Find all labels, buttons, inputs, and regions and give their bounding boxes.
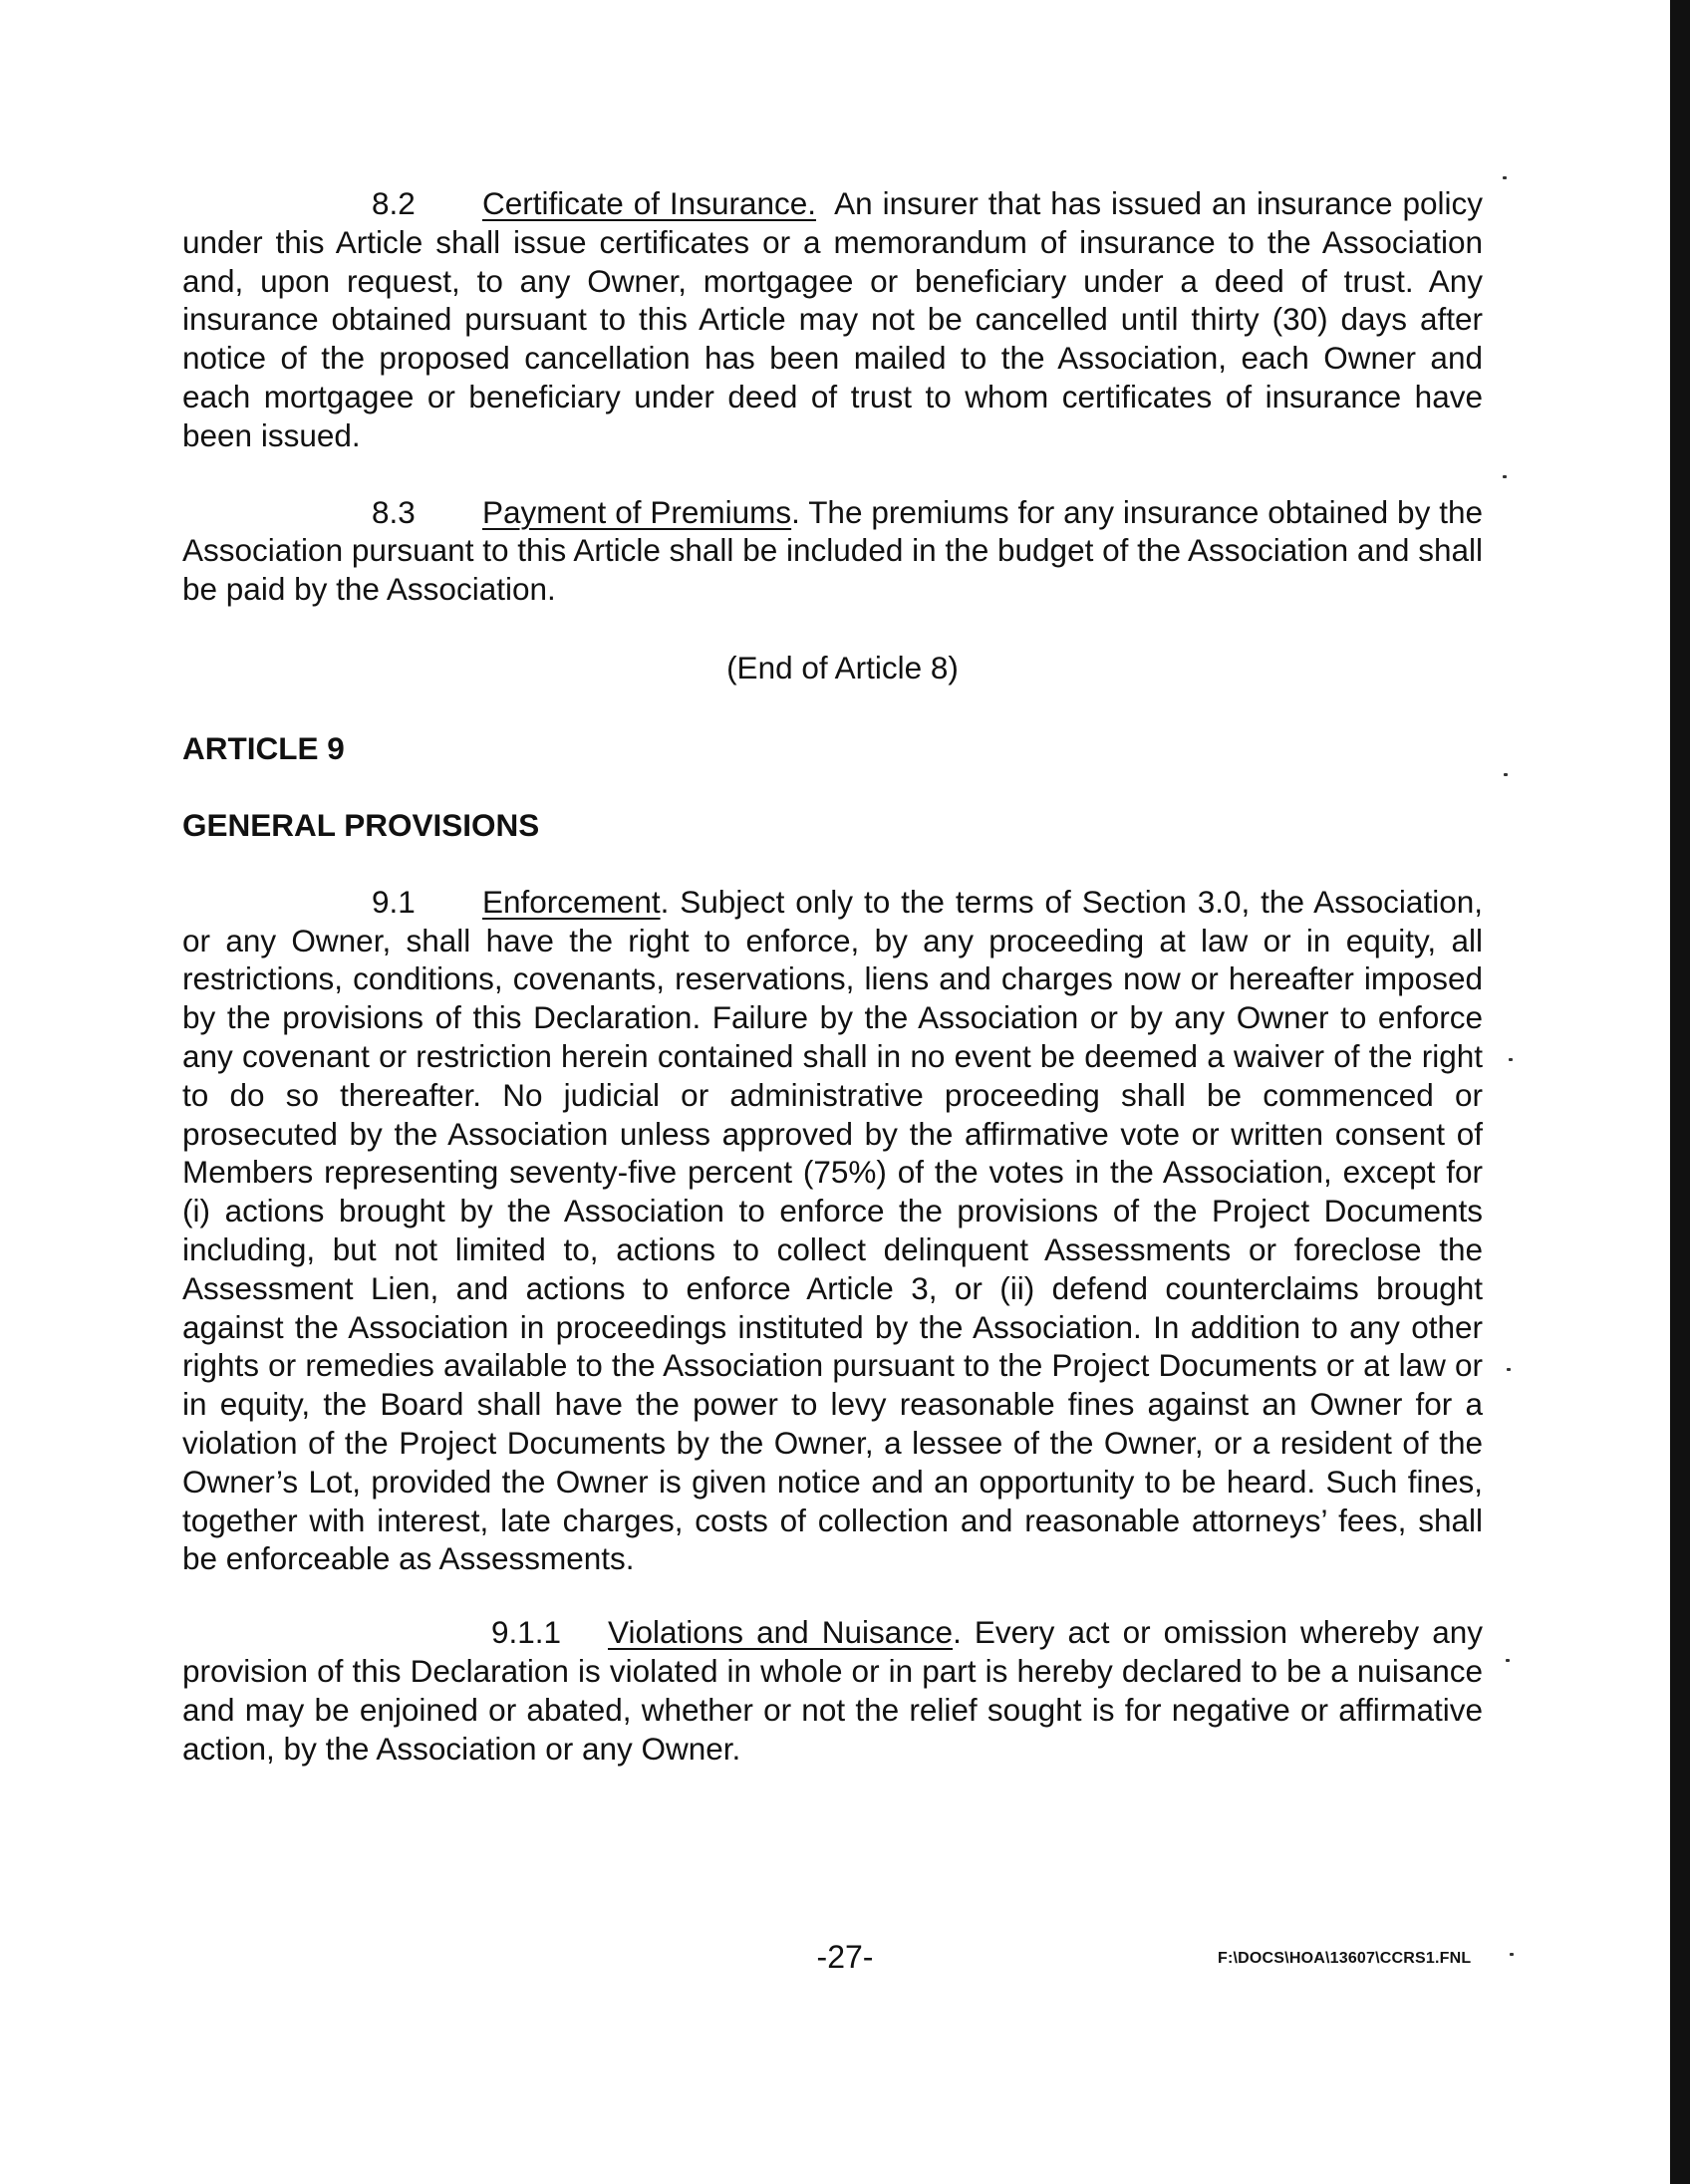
scan-speck [1509, 1058, 1513, 1061]
page-number: -27- [816, 1939, 874, 1975]
section-title: Violations and Nuisance [608, 1614, 954, 1651]
document-page [182, 184, 1483, 1768]
scan-speck [1503, 176, 1507, 179]
section-body: . The premiums for any insurance obtained by the Association pursuant to this Article shall be included in the budget of the Association and shall be paid by the Association. [182, 493, 1483, 608]
section-body: . Every act or omission whereby any provision of this Declaration is violated in whole or in part is hereby declared to be a nuisance and may be enjoined or abated, whether or not the relief sought is for negative or affirmative action, by the Association or any Owner. [182, 1614, 1483, 1767]
scan-speck [1507, 1368, 1511, 1371]
section-number: 9.1 [372, 883, 416, 920]
section-9-1 [182, 883, 1483, 1578]
section-number: 9.1.1 [491, 1614, 562, 1651]
end-of-article-8: (End of Article 8) [726, 649, 959, 685]
section-8-2 [182, 184, 1483, 455]
scan-speck [1510, 1953, 1514, 1956]
scan-edge [1670, 0, 1690, 2184]
scan-speck [1506, 1659, 1510, 1662]
scan-speck [1504, 773, 1508, 776]
article-9-heading: ARTICLE 9 [182, 729, 345, 766]
section-number: 8.2 [372, 185, 416, 221]
section-9-1-1 [182, 1613, 1483, 1768]
file-path: F:\DOCS\HOA\13607\CCRS1.FNL [1218, 1950, 1472, 1967]
article-9-title: GENERAL PROVISIONS [182, 806, 540, 843]
section-title: Enforcement [482, 883, 661, 920]
scan-speck [1503, 475, 1507, 478]
section-title: Certificate of Insurance. [482, 185, 817, 221]
section-8-3 [182, 493, 1483, 609]
section-title: Payment of Premiums [482, 493, 792, 530]
section-body: . Subject only to the terms of Section 3.0, the Association, or any Owner, shall have the right to enforce, by any proceeding at law or in equity, all restrictions, conditions, covenants, reservations, liens and charges now or hereafter imposed by the provisions of this Declaration. Failure by the Association or by any Owner to enforce any covenant or restriction herein contained shall in no event be deemed a waiver of the right to do so thereafter. No judicial or administrative proceeding shall be commenced or prosecuted by the Association unless approved by the affirmative vote or written consent of Members representing seventy-five percent (75%) of the votes in the Association, except for (i) actions brought by the Association to enforce the provisions of the Project Documents including, but not limited to, actions to collect delinquent Assessments or foreclose the Assessment Lien, and actions to enforce Article 3, or (ii) defend counterclaims brought against the Association in proceedings instituted by the Association. In addition to any other rights or remedies available to the Association pursuant to the Project Documents or at law or in equity, the Board shall have the power to levy reasonable fines against an Owner for a violation of the Project Documents by the Owner, a lessee of the Owner, or a resident of the Owner’s Lot, provided the Owner is given notice and an opportunity to be heard. Such fines, together with interest, late charges, costs of collection and reasonable attorneys’ fees, shall be enforceable as Assessments. [182, 883, 1483, 1577]
section-body: An insurer that has issued an insurance policy under this Article shall issue certificates or a memorandum of insurance to the Association and, upon request, to any Owner, mortgagee or beneficiary under a deed of trust. Any insurance obtained pursuant to this Article may not be cancelled until thirty (30) days after notice of the proposed cancellation has been mailed to the Association, each Owner and each mortgagee or beneficiary under deed of trust to whom certificates of insurance have been issued. [182, 185, 1483, 453]
section-number: 8.3 [372, 493, 416, 530]
